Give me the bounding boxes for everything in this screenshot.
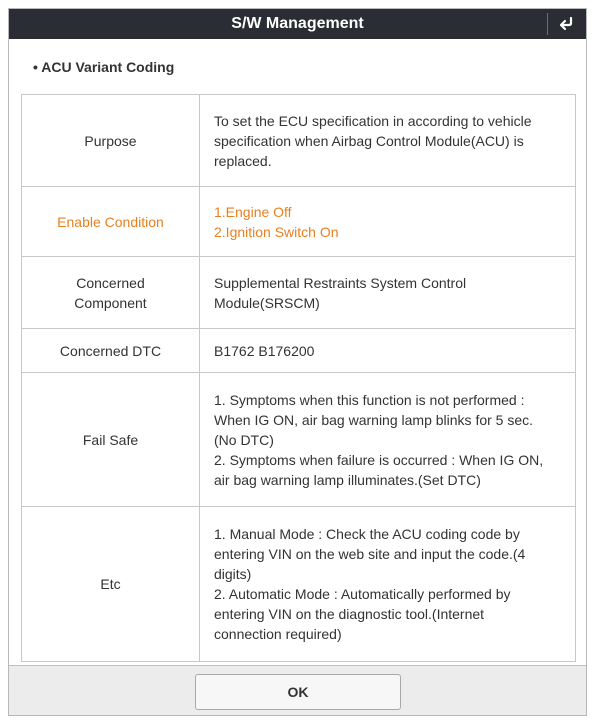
dialog-footer: [9, 665, 586, 716]
sw-management-dialog: [8, 8, 587, 716]
row-value-enable-condition: 1.Engine Off 2.Ignition Switch On: [200, 187, 576, 257]
row-label-purpose: Purpose: [22, 95, 200, 187]
back-button[interactable]: [548, 9, 586, 39]
table-row-concerned-component: [22, 257, 576, 329]
row-label-enable-condition: Enable Condition: [22, 187, 200, 257]
table-row-fail-safe: [22, 373, 576, 507]
row-label-concerned-dtc: Concerned DTC: [22, 329, 200, 373]
dialog-title: S/W Management: [231, 15, 364, 32]
row-value-concerned-component: Supplemental Restraints System Control Module(SRSCM): [200, 257, 576, 329]
info-table: [21, 94, 576, 662]
row-label-fail-safe: Fail Safe: [22, 373, 200, 507]
table-row-enable-condition: [22, 187, 576, 257]
table-row-etc: [22, 507, 576, 662]
return-arrow-icon: [558, 16, 576, 32]
row-value-etc: 1. Manual Mode : Check the ACU coding code by entering VIN on the web site and input the code.(4 digits) 2. Automatic Mode : Automatically performed by entering VIN on the diagnostic tool.(Internet connection required): [200, 507, 576, 662]
table-row-purpose: [22, 95, 576, 187]
row-value-fail-safe: 1. Symptoms when this function is not performed : When IG ON, air bag warning lamp blinks for 5 sec. (No DTC) 2. Symptoms when failure is occurred : When IG ON, air bag warning lamp illuminates.(Set DTC): [200, 373, 576, 507]
table-row-concerned-dtc: [22, 329, 576, 373]
section-title: • ACU Variant Coding: [33, 59, 175, 75]
ok-button[interactable]: OK: [195, 674, 401, 710]
title-bar: [9, 9, 586, 39]
row-value-concerned-dtc: B1762 B176200: [200, 329, 576, 373]
row-value-purpose: To set the ECU specification in according to vehicle specification when Airbag Control Module(ACU) is replaced.: [200, 95, 576, 187]
row-label-concerned-component: Concerned Component: [22, 257, 200, 329]
info-table-scroll[interactable]: [21, 94, 576, 663]
row-label-etc: Etc: [22, 507, 200, 662]
